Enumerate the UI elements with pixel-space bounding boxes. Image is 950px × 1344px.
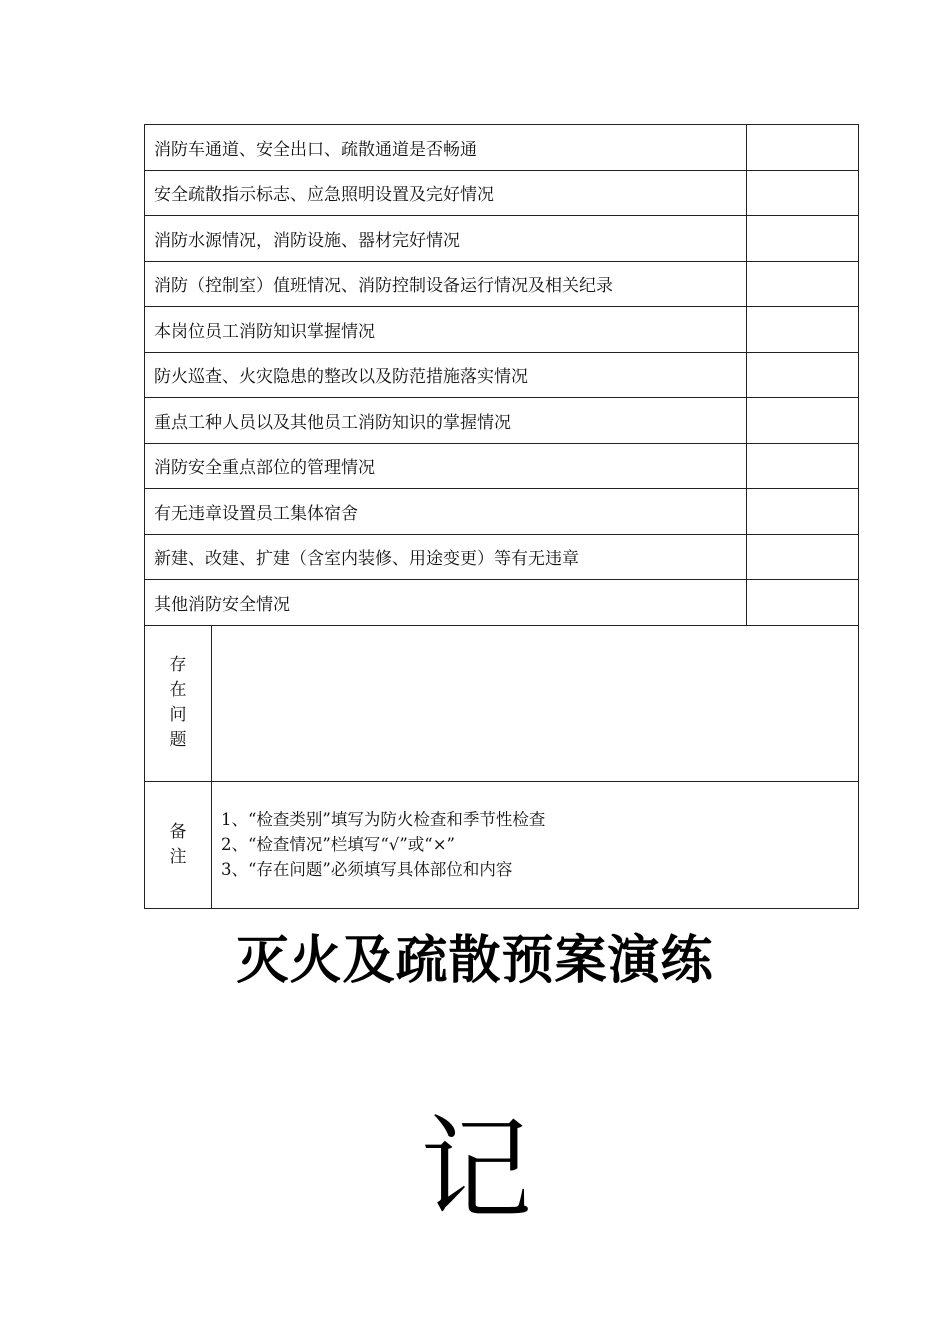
table-row xyxy=(145,170,859,216)
check-item: 新建、改建、扩建（含室内装修、用途变更）等有无违章 xyxy=(145,534,747,580)
document-title: 灭火及疏散预案演练 xyxy=(236,931,714,991)
check-result-cell[interactable] xyxy=(747,170,859,216)
issues-row xyxy=(145,625,859,781)
notes-label xyxy=(145,781,212,908)
title-character: 记 xyxy=(420,1105,532,1235)
issues-label-char: 问 xyxy=(169,705,187,725)
table-row xyxy=(145,216,859,262)
notes-label-char: 注 xyxy=(169,846,187,867)
table-row xyxy=(145,307,859,353)
table-row xyxy=(145,261,859,307)
issues-label xyxy=(145,625,212,781)
check-result-cell[interactable] xyxy=(747,352,859,398)
table-row xyxy=(145,398,859,444)
check-result-cell[interactable] xyxy=(747,443,859,489)
check-item: 消防车通道、安全出口、疏散通道是否畅通 xyxy=(145,125,747,171)
table-row xyxy=(145,534,859,580)
notes-row xyxy=(145,781,859,908)
check-item: 消防水源情况，消防设施、器材完好情况 xyxy=(145,216,747,262)
check-item: 防火巡查、火灾隐患的整改以及防范措施落实情况 xyxy=(145,352,747,398)
issues-label-char: 存 xyxy=(169,655,187,675)
table-row xyxy=(145,443,859,489)
check-item: 消防（控制室）值班情况、消防控制设备运行情况及相关纪录 xyxy=(145,261,747,307)
check-item: 重点工种人员以及其他员工消防知识的掌握情况 xyxy=(145,398,747,444)
note-line: 1、“检查类别”填写为防火检查和季节性检查 xyxy=(221,810,546,829)
check-result-cell[interactable] xyxy=(747,398,859,444)
fire-inspection-table xyxy=(144,124,859,909)
check-result-cell[interactable] xyxy=(747,216,859,262)
issues-label-char: 在 xyxy=(169,680,187,700)
notes-content xyxy=(212,781,859,908)
check-item: 其他消防安全情况 xyxy=(145,580,747,626)
check-result-cell[interactable] xyxy=(747,489,859,535)
check-item: 安全疏散指示标志、应急照明设置及完好情况 xyxy=(145,170,747,216)
table-row xyxy=(145,580,859,626)
notes-label-char: 备 xyxy=(169,821,187,842)
check-item: 消防安全重点部位的管理情况 xyxy=(145,443,747,489)
check-item: 有无违章设置员工集体宿舍 xyxy=(145,489,747,535)
check-item: 本岗位员工消防知识掌握情况 xyxy=(145,307,747,353)
issues-field[interactable] xyxy=(212,625,859,781)
table-row xyxy=(145,489,859,535)
table-row xyxy=(145,352,859,398)
table-row xyxy=(145,125,859,171)
check-result-cell[interactable] xyxy=(747,261,859,307)
check-result-cell[interactable] xyxy=(747,580,859,626)
issues-label-char: 题 xyxy=(169,730,187,750)
note-line: 2、“检查情况”栏填写“√”或“×” xyxy=(221,835,455,854)
check-result-cell[interactable] xyxy=(747,534,859,580)
check-result-cell[interactable] xyxy=(747,125,859,171)
note-line: 3、“存在问题”必须填写具体部位和内容 xyxy=(221,860,513,879)
check-result-cell[interactable] xyxy=(747,307,859,353)
